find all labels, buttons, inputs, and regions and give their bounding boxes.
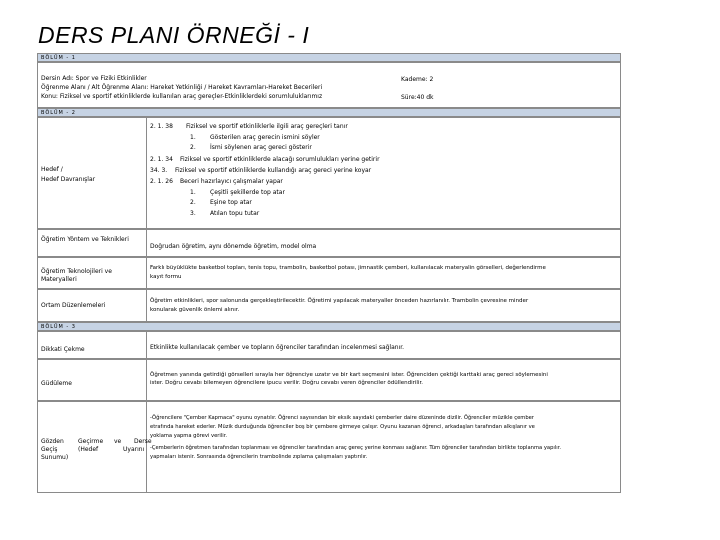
review-label-word: ve — [114, 438, 122, 445]
section-3-band: BÖLÜM - 3 — [37, 322, 621, 331]
objective-number: 2. — [190, 199, 196, 206]
objective-text: Eşine top atar — [210, 199, 252, 206]
objective-code: 2. 1. 34 — [150, 156, 173, 163]
section-2-band: BÖLÜM - 2 — [37, 108, 621, 117]
duration: Süre:40 dk — [401, 94, 434, 101]
grade-level: Kademe: 2 — [401, 76, 434, 83]
review-label-word: Geçirme — [78, 438, 104, 445]
motivation-value-line-1: Öğretmen yanında getirdiği görselleri sırayla her öğrenciye uzatır ve bir kart seçmesini ister. Öğrenciden çektiği karttaki araç gereci söylemesini — [150, 372, 548, 378]
objectives-label-line-2: Hedef Davranışlar — [41, 176, 96, 183]
review-label-word: Sunumu) — [41, 454, 69, 461]
objective-text: Fiziksel ve sportif etkinliklerle ilgili araç gereçleri tanır — [186, 123, 348, 130]
objective-number: 3. — [190, 210, 196, 217]
methods-value: Doğrudan öğretim, aynı dönemde öğretim, model olma — [150, 243, 317, 250]
review-label-word: Uyarını — [123, 446, 145, 453]
motivation-label: Güdüleme — [41, 380, 72, 387]
objective-number: 1. — [190, 134, 196, 141]
objective-text: Fiziksel ve sportif etkinliklerde kullandığı araç gereci yerine koyar — [175, 167, 372, 174]
review-row — [37, 401, 621, 493]
environment-row — [37, 289, 621, 322]
objectives-label-line-1: Hedef / — [41, 166, 63, 173]
section-1-band: BÖLÜM - 1 — [37, 53, 621, 62]
topic: Konu: Fiziksel ve sportif etkinliklerde kullanılan araç gereçler-Etkinliklerdeki sorumluluklarımız — [41, 93, 323, 100]
materials-label-line-1: Öğretim Teknolojileri ve — [41, 268, 112, 275]
attention-value: Etkinlikte kullanılacak çember ve topların öğrenciler tarafından incelenmesi sağlanır. — [150, 344, 405, 351]
learning-area: Öğrenme Alanı / Alt Öğrenme Alanı: Hareket Yetkinliği / Hareket Kavramları-Hareket Becerileri — [41, 84, 323, 91]
page-title: DERS PLANI ÖRNEĞİ - I — [38, 22, 310, 48]
objective-text: Gösterilen araç gerecin ismini söyler — [210, 134, 320, 141]
review-value-line: -Çemberlerin öğretmen tarafından toplanması ve öğrenciler tarafından araç gereç yerine konması sağlanır. Tüm öğrenciler tarafından birlikte toplanma yapılır. — [150, 445, 562, 451]
objectives-row — [37, 117, 621, 229]
methods-label: Öğretim Yöntem ve Teknikleri — [41, 236, 129, 243]
objective-code: 2. 1. 38 — [150, 123, 173, 130]
objective-code: 34. 3. — [150, 167, 168, 174]
motivation-row — [37, 359, 621, 401]
objective-code: 2. 1. 26 — [150, 178, 173, 185]
attention-row — [37, 331, 621, 359]
review-value-line: -Öğrencilere "Çember Kapmaca" oyunu oynatılır. Öğrenci sayısından bir eksik sayıdaki çemberler daire düzeninde dizilir. Öğrenciler müzikle çember — [150, 415, 534, 421]
objective-text: Beceri hazırlayıcı çalışmalar yapar — [180, 178, 283, 185]
section-1-row — [37, 62, 621, 108]
environment-value-line-1: Öğretim etkinlikleri, spor salonunda gerçekleştirilecektir. Öğretimi yapılacak materyaller önceden hazırlanılır. Trambolin çevresine minder — [150, 298, 529, 304]
review-value-line: etrafında hareket ederler. Müzik durduğunda öğrenciler boş bir çembere girmeye çalışır. Oyunu kazanan öğrenci, arkadaşları tarafından alkışlanır ve — [150, 424, 535, 430]
objective-text: Fiziksel ve sportif etkinliklerde alacağı sorumlulukları yerine getirir — [180, 156, 380, 163]
course-name: Dersin Adı: Spor ve Fiziki Etkinlikler — [41, 75, 147, 82]
materials-value-line-2: kayıt formu — [150, 274, 182, 280]
lesson-plan-table — [37, 53, 621, 493]
objective-number: 1. — [190, 189, 196, 196]
motivation-value-line-2: ister. Doğru cevabı bilemeyen öğrencilere ipucu verilir. Doğru cevabı veren öğrenciler ödüllendirilir. — [150, 380, 423, 386]
environment-value-line-2: konularak güvenlik önlemi alınır. — [150, 307, 240, 313]
review-label-word: Gözden — [41, 438, 64, 445]
review-value-line: yapmaları istenir. Sonrasında öğrencilerin trambolinde zıplama çalışmaları yaptırılır. — [150, 454, 368, 460]
objective-text: Atılan topu tutar — [210, 210, 260, 217]
materials-label-line-2: Materyalleri — [41, 276, 77, 283]
objective-text: İsmi söylenen araç gereci gösterir — [210, 144, 312, 151]
review-label-word: Derse — [134, 438, 152, 445]
review-label-word: Geçiş — [41, 446, 58, 453]
objective-text: Çeşitli şekillerde top atar — [210, 189, 285, 196]
methods-row — [37, 229, 621, 257]
environment-label: Ortam Düzenlemeleri — [41, 302, 106, 309]
attention-label: Dikkati Çekme — [41, 346, 85, 353]
objective-number: 2. — [190, 144, 196, 151]
review-value-line: yoklama yapma görevi verilir. — [150, 433, 228, 439]
materials-row — [37, 257, 621, 289]
materials-value-line-1: Farklı büyüklükte basketbol topları, tenis topu, trambolin, basketbol potası, jimnastik çemberi, kullanılacak materyalin görselleri, değerlendirme — [150, 265, 546, 271]
review-label-word: (Hedef — [78, 446, 99, 453]
